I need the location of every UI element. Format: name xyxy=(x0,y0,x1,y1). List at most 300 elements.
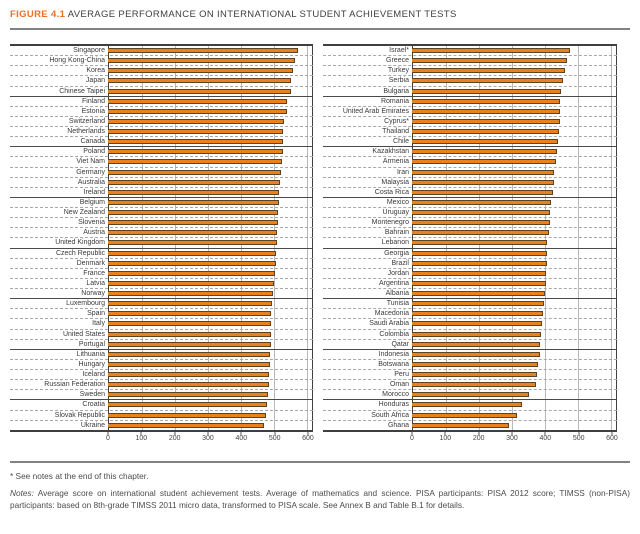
country-label: Ireland xyxy=(83,188,105,196)
score-bar xyxy=(108,129,283,134)
country-label: Tunisia xyxy=(386,300,409,308)
country-label: New Zealand xyxy=(63,209,105,217)
bar-track xyxy=(108,360,313,369)
score-bar xyxy=(412,89,561,94)
score-bar xyxy=(412,139,558,144)
bar-row xyxy=(10,76,313,86)
bar-row xyxy=(323,289,617,299)
bar-track xyxy=(108,218,313,227)
score-bar xyxy=(108,402,267,407)
bar-row xyxy=(323,218,617,228)
country-label: Hungary xyxy=(78,360,105,368)
bar-row xyxy=(323,97,617,107)
bar-row xyxy=(10,299,313,309)
bar-track xyxy=(412,421,617,430)
bar-track xyxy=(412,340,617,349)
score-bar xyxy=(108,301,272,306)
country-label: Japan xyxy=(85,77,105,85)
country-label: Bulgaria xyxy=(383,87,409,95)
bar-track xyxy=(412,46,617,55)
axis-tick-label: 600 xyxy=(606,435,618,442)
bar-row xyxy=(323,188,617,198)
bar-row xyxy=(323,411,617,421)
bar-row xyxy=(10,360,313,370)
bar-track xyxy=(412,218,617,227)
charts-container xyxy=(10,44,630,446)
bar-row xyxy=(10,370,313,380)
bar-track xyxy=(412,319,617,328)
bar-row xyxy=(10,66,313,76)
country-label: Indonesia xyxy=(378,350,409,358)
score-bar xyxy=(108,190,279,195)
bar-track xyxy=(108,380,313,389)
country-label: Luxembourg xyxy=(66,300,105,308)
bar-track xyxy=(108,319,313,328)
score-bar xyxy=(108,372,269,377)
score-bar xyxy=(108,119,284,124)
bar-track xyxy=(412,228,617,237)
bar-row xyxy=(10,117,313,127)
bar-row xyxy=(10,259,313,269)
bar-row xyxy=(10,56,313,66)
score-bar xyxy=(412,210,550,215)
country-label: Australia xyxy=(77,178,105,186)
country-label: Germany xyxy=(76,168,105,176)
score-bar xyxy=(108,342,271,347)
bar-row xyxy=(10,157,313,167)
country-label: Cyprus* xyxy=(384,117,409,125)
notes-label: Notes: xyxy=(10,488,34,498)
score-bar xyxy=(412,271,546,276)
score-bar xyxy=(412,78,563,83)
score-bar xyxy=(108,220,278,225)
bar-row xyxy=(323,259,617,269)
country-label: Argentina xyxy=(379,279,409,287)
bar-track xyxy=(108,228,313,237)
country-label: Croatia xyxy=(82,401,105,409)
score-bar xyxy=(412,372,537,377)
score-bar xyxy=(108,99,287,104)
bar-row xyxy=(10,330,313,340)
bar-track xyxy=(412,350,617,359)
bar-track xyxy=(108,411,313,420)
score-bar xyxy=(412,109,560,114)
bar-row xyxy=(323,127,617,137)
bar-track xyxy=(412,178,617,187)
bar-track xyxy=(412,198,617,207)
score-bar xyxy=(412,240,547,245)
plot-area-left xyxy=(10,44,313,432)
bar-track xyxy=(108,188,313,197)
bar-track xyxy=(412,137,617,146)
country-label: Chile xyxy=(393,138,409,146)
country-label: Lebanon xyxy=(381,239,409,247)
chart-right xyxy=(323,44,617,446)
score-bar xyxy=(412,392,529,397)
bar-row xyxy=(323,299,617,309)
bar-track xyxy=(108,46,313,55)
bar-row xyxy=(323,107,617,117)
bar-track xyxy=(108,299,313,308)
country-label: Albania xyxy=(385,290,409,298)
bar-track xyxy=(412,400,617,409)
score-bar xyxy=(412,180,554,185)
score-bar xyxy=(412,311,543,316)
bar-row xyxy=(10,97,313,107)
score-bar xyxy=(108,311,271,316)
bar-track xyxy=(412,259,617,268)
bar-track xyxy=(108,147,313,156)
bar-row xyxy=(323,178,617,188)
country-label: Costa Rica xyxy=(374,188,409,196)
bar-track xyxy=(108,178,313,187)
score-bar xyxy=(412,58,567,63)
bar-row xyxy=(323,360,617,370)
axis-tick-label: 300 xyxy=(202,435,214,442)
bar-row xyxy=(323,137,617,147)
country-label: Malaysia xyxy=(381,178,409,186)
axis-tick-label: 600 xyxy=(302,435,314,442)
bar-track xyxy=(412,309,617,318)
country-label: Belgium xyxy=(79,198,105,206)
axis-tick-label: 0 xyxy=(410,435,414,442)
country-label: Netherlands xyxy=(67,128,105,136)
country-label: Greece xyxy=(386,57,409,65)
score-bar xyxy=(108,362,270,367)
bar-row xyxy=(10,400,313,410)
bar-track xyxy=(108,309,313,318)
bar-row xyxy=(323,330,617,340)
bar-track xyxy=(108,97,313,106)
score-bar xyxy=(108,200,279,205)
bar-track xyxy=(412,188,617,197)
score-bar xyxy=(412,332,541,337)
top-rule xyxy=(10,28,630,30)
country-label: Ghana xyxy=(387,421,409,429)
bar-row xyxy=(323,269,617,279)
bar-track xyxy=(108,249,313,258)
country-label: Austria xyxy=(83,229,105,237)
score-bar xyxy=(108,109,287,114)
score-bar xyxy=(412,68,565,73)
bar-track xyxy=(412,411,617,420)
bar-track xyxy=(412,87,617,96)
bar-track xyxy=(412,289,617,298)
country-label: Thailand xyxy=(382,128,409,136)
score-bar xyxy=(412,99,560,104)
country-label: Macedonia xyxy=(374,310,409,318)
bar-track xyxy=(108,259,313,268)
country-label: Kazakhstan xyxy=(372,148,409,156)
country-label: Ukraine xyxy=(80,421,105,429)
score-bar xyxy=(412,170,554,175)
country-label: Slovak Republic xyxy=(54,411,105,419)
axis-tick-label: 200 xyxy=(168,435,181,442)
score-bar xyxy=(108,89,291,94)
country-label: Singapore xyxy=(73,47,105,55)
score-bar xyxy=(412,342,540,347)
notes-text: Average score on international student achievement tests. Average of mathematics and science. PISA participants: PISA 2012 score; TIMSS (non-PISA) participants: based on 8th-grade TIMSS 2011 micro data, transformed to PISA scale. See Annex B and Table B.1 for details. xyxy=(10,488,630,511)
bar-row xyxy=(323,198,617,208)
axis-tick-label: 100 xyxy=(439,435,452,442)
bar-track xyxy=(108,238,313,247)
bar-row xyxy=(323,66,617,76)
country-label: Norway xyxy=(81,290,105,298)
score-bar xyxy=(108,352,270,357)
bar-track xyxy=(412,370,617,379)
bar-track xyxy=(412,269,617,278)
score-bar xyxy=(108,332,271,337)
bar-row xyxy=(323,46,617,56)
country-label: Russian Federation xyxy=(44,381,105,389)
score-bar xyxy=(108,423,264,428)
score-bar xyxy=(412,230,549,235)
score-bar xyxy=(108,68,293,73)
country-label: United States xyxy=(62,330,105,338)
bar-track xyxy=(412,97,617,106)
country-label: Denmark xyxy=(76,259,105,267)
score-bar xyxy=(412,352,540,357)
bar-track xyxy=(108,66,313,75)
country-label: South Africa xyxy=(371,411,409,419)
bar-row xyxy=(323,238,617,248)
bar-track xyxy=(108,340,313,349)
score-bar xyxy=(412,119,560,124)
country-label: Armenia xyxy=(382,158,409,166)
score-bar xyxy=(108,180,280,185)
score-bar xyxy=(108,392,268,397)
country-label: France xyxy=(83,269,105,277)
country-label: Jordan xyxy=(387,269,409,277)
figure-number: FIGURE 4.1 xyxy=(10,9,66,20)
score-bar xyxy=(412,149,557,154)
country-label: Bahrain xyxy=(384,229,409,237)
bar-track xyxy=(108,87,313,96)
bar-track xyxy=(412,360,617,369)
score-bar xyxy=(108,321,271,326)
bar-track xyxy=(412,238,617,247)
country-label: Colombia xyxy=(379,330,409,338)
country-label: Saudi Arabia xyxy=(369,320,409,328)
score-bar xyxy=(412,48,570,53)
bar-track xyxy=(412,208,617,217)
country-label: Finland xyxy=(82,97,105,105)
bar-track xyxy=(108,198,313,207)
score-bar xyxy=(412,251,547,256)
bar-row xyxy=(10,340,313,350)
country-label: Spain xyxy=(87,310,105,318)
country-label: Viet Nam xyxy=(76,158,105,166)
bar-row xyxy=(323,319,617,329)
bar-row xyxy=(10,279,313,289)
bar-track xyxy=(108,330,313,339)
country-label: United Kingdom xyxy=(55,239,105,247)
score-bar xyxy=(108,78,291,83)
score-bar xyxy=(412,321,542,326)
bar-track xyxy=(108,289,313,298)
bar-track xyxy=(412,66,617,75)
bar-row xyxy=(323,309,617,319)
bar-row xyxy=(323,380,617,390)
bar-track xyxy=(412,147,617,156)
country-label: Georgia xyxy=(384,249,409,257)
axis-tick-label: 400 xyxy=(539,435,552,442)
chart-left xyxy=(10,44,313,446)
x-axis-right xyxy=(412,432,617,446)
bar-track xyxy=(108,390,313,399)
bar-track xyxy=(412,56,617,65)
country-label: Hong Kong-China xyxy=(49,57,105,65)
bar-track xyxy=(412,249,617,258)
x-axis-left xyxy=(108,432,313,446)
figure-page xyxy=(10,0,630,512)
bar-track xyxy=(412,117,617,126)
bar-track xyxy=(412,380,617,389)
country-label: Peru xyxy=(394,371,409,379)
country-label: Chinese Taipei xyxy=(59,87,105,95)
bar-track xyxy=(412,157,617,166)
bar-track xyxy=(412,390,617,399)
figure-title-text: AVERAGE PERFORMANCE ON INTERNATIONAL STUDENT ACHIEVEMENT TESTS xyxy=(67,9,457,20)
bar-row xyxy=(323,76,617,86)
bar-row xyxy=(10,147,313,157)
bar-track xyxy=(108,168,313,177)
bar-row xyxy=(10,390,313,400)
score-bar xyxy=(108,48,298,53)
country-label: Oman xyxy=(389,381,409,389)
bar-track xyxy=(108,127,313,136)
bar-row xyxy=(323,421,617,430)
bar-row xyxy=(323,56,617,66)
country-label: Iran xyxy=(396,168,409,176)
bar-track xyxy=(108,279,313,288)
bar-row xyxy=(323,370,617,380)
country-label: Mexico xyxy=(386,198,409,206)
bar-track xyxy=(108,269,313,278)
bar-row xyxy=(10,309,313,319)
score-bar xyxy=(108,210,278,215)
score-bar xyxy=(108,58,295,63)
country-label: Morocco xyxy=(382,391,409,399)
score-bar xyxy=(108,159,282,164)
country-label: United Arab Emirates xyxy=(342,107,409,115)
country-label: Korea xyxy=(86,67,105,75)
score-bar xyxy=(412,362,538,367)
bar-row xyxy=(10,127,313,137)
country-label: Lithuania xyxy=(76,350,105,358)
bar-row xyxy=(10,319,313,329)
notes xyxy=(10,487,630,512)
country-label: Serbia xyxy=(388,77,409,85)
bar-row xyxy=(323,340,617,350)
bar-row xyxy=(10,228,313,238)
bar-track xyxy=(412,127,617,136)
score-bar xyxy=(108,251,276,256)
country-label: Botswana xyxy=(378,360,409,368)
bar-row xyxy=(323,208,617,218)
score-bar xyxy=(108,382,269,387)
bar-track xyxy=(412,299,617,308)
country-label: Portugal xyxy=(78,340,105,348)
bar-row xyxy=(10,188,313,198)
score-bar xyxy=(412,382,536,387)
country-label: Italy xyxy=(92,320,105,328)
bar-track xyxy=(108,421,313,430)
country-label: Brazil xyxy=(391,259,409,267)
country-label: Slovenia xyxy=(78,219,105,227)
bar-row xyxy=(323,157,617,167)
axis-tick-label: 100 xyxy=(135,435,148,442)
country-label: Israel* xyxy=(389,47,409,55)
bar-track xyxy=(412,107,617,116)
score-bar xyxy=(412,200,551,205)
bar-row xyxy=(323,117,617,127)
country-label: Estonia xyxy=(81,107,105,115)
bar-row xyxy=(10,238,313,248)
score-bar xyxy=(412,220,550,225)
bar-row xyxy=(10,269,313,279)
bar-row xyxy=(10,421,313,430)
bottom-rule xyxy=(10,461,630,463)
bar-track xyxy=(108,56,313,65)
country-label: Sweden xyxy=(79,391,105,399)
bar-track xyxy=(108,76,313,85)
plot-area-right xyxy=(323,44,617,432)
score-bar xyxy=(412,159,556,164)
country-label: Latvia xyxy=(86,279,105,287)
axis-tick-label: 400 xyxy=(235,435,248,442)
bar-track xyxy=(108,137,313,146)
bar-track xyxy=(108,370,313,379)
country-label: Poland xyxy=(83,148,105,156)
bar-row xyxy=(10,198,313,208)
country-label: Switzerland xyxy=(68,117,105,125)
score-bar xyxy=(412,402,522,407)
figure-title xyxy=(10,9,630,20)
bar-track xyxy=(412,76,617,85)
score-bar xyxy=(108,413,266,418)
score-bar xyxy=(412,190,553,195)
bar-row xyxy=(323,400,617,410)
score-bar xyxy=(412,129,559,134)
country-label: Turkey xyxy=(387,67,409,75)
score-bar xyxy=(412,261,547,266)
axis-tick-label: 500 xyxy=(268,435,281,442)
axis-tick-label: 200 xyxy=(472,435,485,442)
bar-track xyxy=(412,330,617,339)
country-label: Montenegro xyxy=(371,219,409,227)
bar-row xyxy=(10,350,313,360)
country-label: Uruguay xyxy=(382,209,409,217)
score-bar xyxy=(108,149,283,154)
footnote: * See notes at the end of this chapter. xyxy=(10,471,149,481)
bar-row xyxy=(323,390,617,400)
country-label: Canada xyxy=(80,138,105,146)
score-bar xyxy=(412,281,546,286)
bar-row xyxy=(10,178,313,188)
country-label: Qatar xyxy=(391,340,409,348)
bar-track xyxy=(108,117,313,126)
axis-tick-label: 0 xyxy=(106,435,110,442)
bar-track xyxy=(412,168,617,177)
score-bar xyxy=(108,271,275,276)
score-bar xyxy=(108,170,281,175)
bar-row xyxy=(10,87,313,97)
score-bar xyxy=(412,423,509,428)
score-bar xyxy=(108,261,276,266)
score-bar xyxy=(412,301,544,306)
bar-row xyxy=(10,46,313,56)
